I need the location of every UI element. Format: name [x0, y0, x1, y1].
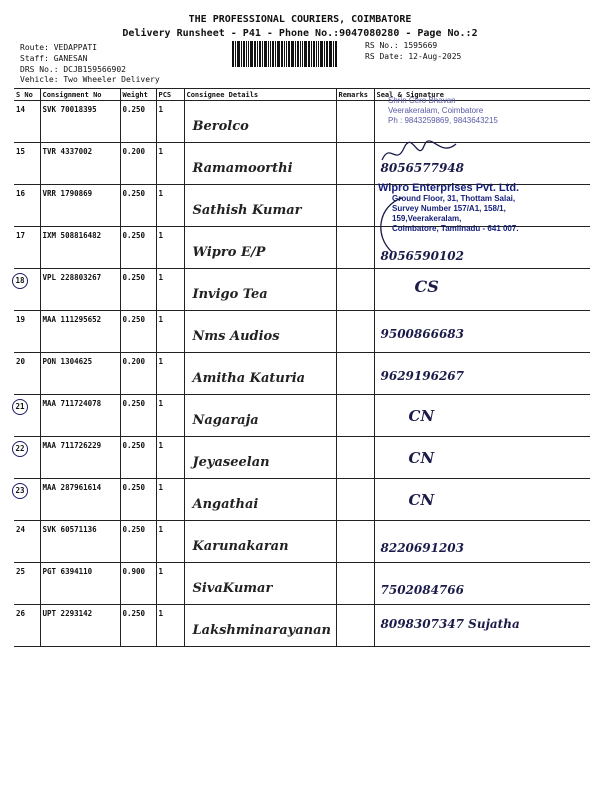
cell-consignee: [184, 521, 336, 563]
cell-consignee: [184, 311, 336, 353]
cell-remarks: [336, 269, 374, 311]
cell-remarks: [336, 101, 374, 143]
signature-scribble: [372, 196, 412, 254]
consignee-name: Wipro E/P: [192, 245, 266, 260]
wipro-stamp-line: Survey Number 157/A1, 158/1,: [392, 204, 506, 213]
consignee-name: Angathai: [192, 497, 259, 512]
seal-text: CS: [414, 277, 439, 296]
table-row: [14, 563, 590, 605]
cell-weight: 0.250: [120, 269, 156, 311]
wipro-stamp-line: Ground Floor, 31, Thottam Salai,: [392, 194, 516, 203]
cell-remarks: [336, 143, 374, 185]
wipro-stamp-name: Wipro Enterprises Pvt. Ltd.: [378, 182, 520, 194]
cell-remarks: [336, 227, 374, 269]
cell-remarks: [336, 521, 374, 563]
cell-seal: [374, 395, 590, 437]
consignee-name: Nms Audios: [192, 329, 280, 344]
table-row: [14, 479, 590, 521]
cell-sno: 17: [14, 227, 40, 269]
shrin-stamp-line: Veerakeralam, Coimbatore: [388, 106, 484, 115]
cell-consignee: [184, 479, 336, 521]
seal-text: CN: [408, 449, 435, 467]
table-row: [14, 395, 590, 437]
cell-sno: 20: [14, 353, 40, 395]
cell-weight: 0.250: [120, 227, 156, 269]
circled-sno: 18: [12, 273, 28, 289]
cell-weight: 0.250: [120, 185, 156, 227]
cell-pcs: 1: [156, 143, 184, 185]
cell-weight: 0.250: [120, 437, 156, 479]
cell-consignee: [184, 185, 336, 227]
cell-pcs: 1: [156, 395, 184, 437]
circled-sno: 21: [12, 399, 28, 415]
seal-text: 8098307347 Sujatha: [380, 617, 520, 631]
meta-rs-date: RS Date: 12-Aug-2025: [365, 52, 462, 61]
cell-pcs: 1: [156, 185, 184, 227]
cell-weight: 0.250: [120, 395, 156, 437]
cell-pcs: 1: [156, 521, 184, 563]
cell-sno: [14, 395, 40, 437]
cell-pcs: 1: [156, 101, 184, 143]
cell-pcs: 1: [156, 353, 184, 395]
header-pcs: PCS: [156, 89, 184, 101]
cell-seal: [374, 521, 590, 563]
cell-consignee: [184, 395, 336, 437]
table-row: [14, 605, 590, 647]
cell-seal: [374, 605, 590, 647]
cell-remarks: [336, 311, 374, 353]
cell-sno: [14, 479, 40, 521]
cell-pcs: 1: [156, 311, 184, 353]
circled-sno: 23: [12, 483, 28, 499]
seal-text: CN: [408, 491, 435, 509]
cell-remarks: [336, 479, 374, 521]
table-row: [14, 269, 590, 311]
cell-consignee: [184, 563, 336, 605]
wipro-stamp-line: 159,Veerakeralam,: [392, 214, 462, 223]
consignee-name: SivaKumar: [192, 581, 273, 596]
cell-pcs: 1: [156, 563, 184, 605]
cell-consignee: [184, 227, 336, 269]
cell-pcs: 1: [156, 437, 184, 479]
table-row: [14, 143, 590, 185]
shrin-stamp-line: Ph : 9843259869, 9843643215: [388, 116, 498, 125]
seal-text: 8056577948: [380, 161, 464, 175]
cell-weight: 0.200: [120, 353, 156, 395]
cell-remarks: [336, 437, 374, 479]
meta-rs-no: RS No.: 1595669: [365, 41, 438, 50]
cell-consignee: [184, 269, 336, 311]
header-consignee: Consignee Details: [184, 89, 336, 101]
consignee-name: Karunakaran: [192, 539, 289, 554]
cell-weight: 0.250: [120, 605, 156, 647]
cell-consignee: [184, 143, 336, 185]
seal-text: 8056590102: [380, 249, 464, 263]
consignee-name: Jeyaseelan: [192, 455, 270, 470]
consignee-name: Lakshminarayanan: [192, 623, 331, 638]
circled-sno: 22: [12, 441, 28, 457]
table-row: [14, 437, 590, 479]
cell-weight: 0.250: [120, 311, 156, 353]
consignee-name: Nagaraja: [192, 413, 259, 428]
header-weight: Weight: [120, 89, 156, 101]
shrin-stamp: [388, 96, 588, 126]
cell-remarks: [336, 563, 374, 605]
table-row: [14, 353, 590, 395]
meta-vehicle: Vehicle: Two Wheeler Delivery: [20, 75, 160, 84]
cell-consignment: MAA 287961614: [40, 479, 120, 521]
consignee-name: Ramamoorthi: [192, 161, 293, 176]
cell-sno: 24: [14, 521, 40, 563]
cell-weight: 0.250: [120, 479, 156, 521]
header-remarks: Remarks: [336, 89, 374, 101]
cell-sno: 15: [14, 143, 40, 185]
consignee-name: Invigo Tea: [192, 287, 268, 302]
meta-staff: Staff: GANESAN: [20, 54, 88, 63]
header-consignment: Consignment No: [40, 89, 120, 101]
wipro-stamp-line: Coimbatore, Tamilnadu - 641 007.: [392, 224, 519, 233]
cell-pcs: 1: [156, 479, 184, 521]
table-row: [14, 311, 590, 353]
cell-sno: 26: [14, 605, 40, 647]
table-row: [14, 521, 590, 563]
cell-sno: [14, 437, 40, 479]
cell-consignment: PGT 6394110: [40, 563, 120, 605]
meta-drs: DRS No.: DCJB159566902: [20, 65, 126, 74]
cell-seal: [374, 311, 590, 353]
cell-seal: [374, 563, 590, 605]
seal-text: 9629196267: [380, 369, 464, 383]
meta-route: Route: VEDAPPATI: [20, 43, 98, 52]
cell-pcs: 1: [156, 227, 184, 269]
cell-consignment: MAA 711726229: [40, 437, 120, 479]
cell-consignee: [184, 605, 336, 647]
cell-consignment: VPL 228803267: [40, 269, 120, 311]
seal-text: CN: [408, 407, 435, 425]
cell-sno: 16: [14, 185, 40, 227]
header-sno: S No: [14, 89, 40, 101]
consignee-name: Amitha Katuria: [192, 371, 306, 386]
cell-consignment: MAA 711724078: [40, 395, 120, 437]
signature-scribble: [380, 138, 460, 168]
cell-consignment: SVK 60571136: [40, 521, 120, 563]
cell-sno: 19: [14, 311, 40, 353]
cell-seal: [374, 353, 590, 395]
cell-remarks: [336, 185, 374, 227]
cell-consignment: SVK 70018395: [40, 101, 120, 143]
page-title: THE PROFESSIONAL COURIERS, COIMBATORE: [188, 14, 412, 25]
cell-consignment: VRR 1790869: [40, 185, 120, 227]
cell-sno: 14: [14, 101, 40, 143]
cell-consignee: [184, 353, 336, 395]
consignee-name: Berolco: [192, 119, 249, 134]
cell-seal: [374, 437, 590, 479]
cell-weight: 0.200: [120, 143, 156, 185]
seal-text: 9500866683: [380, 327, 464, 341]
consignee-name: Sathish Kumar: [192, 203, 302, 218]
cell-seal: [374, 269, 590, 311]
cell-consignment: UPT 2293142: [40, 605, 120, 647]
cell-consignment: TVR 4337002: [40, 143, 120, 185]
cell-sno: 25: [14, 563, 40, 605]
cell-consignment: IXM 508816482: [40, 227, 120, 269]
barcode: [232, 41, 360, 67]
cell-pcs: 1: [156, 605, 184, 647]
cell-pcs: 1: [156, 269, 184, 311]
cell-weight: 0.250: [120, 101, 156, 143]
header-seal: Seal & Signature: [374, 89, 590, 101]
cell-remarks: [336, 353, 374, 395]
runsheet-table: [14, 88, 590, 647]
cell-sno: [14, 269, 40, 311]
cell-consignment: PON 1304625: [40, 353, 120, 395]
page-subtitle: Delivery Runsheet - P41 - Phone No.:9047080280 - Page No.:2: [122, 28, 478, 39]
cell-weight: 0.900: [120, 563, 156, 605]
cell-remarks: [336, 605, 374, 647]
cell-consignee: [184, 437, 336, 479]
cell-weight: 0.250: [120, 521, 156, 563]
cell-seal: [374, 479, 590, 521]
shrin-stamp-line: Shrin Cero Bhavan: [388, 96, 456, 105]
cell-consignee: [184, 101, 336, 143]
cell-consignment: MAA 111295652: [40, 311, 120, 353]
cell-remarks: [336, 395, 374, 437]
seal-text: 8220691203: [380, 541, 464, 555]
seal-text: 7502084766: [380, 583, 464, 597]
